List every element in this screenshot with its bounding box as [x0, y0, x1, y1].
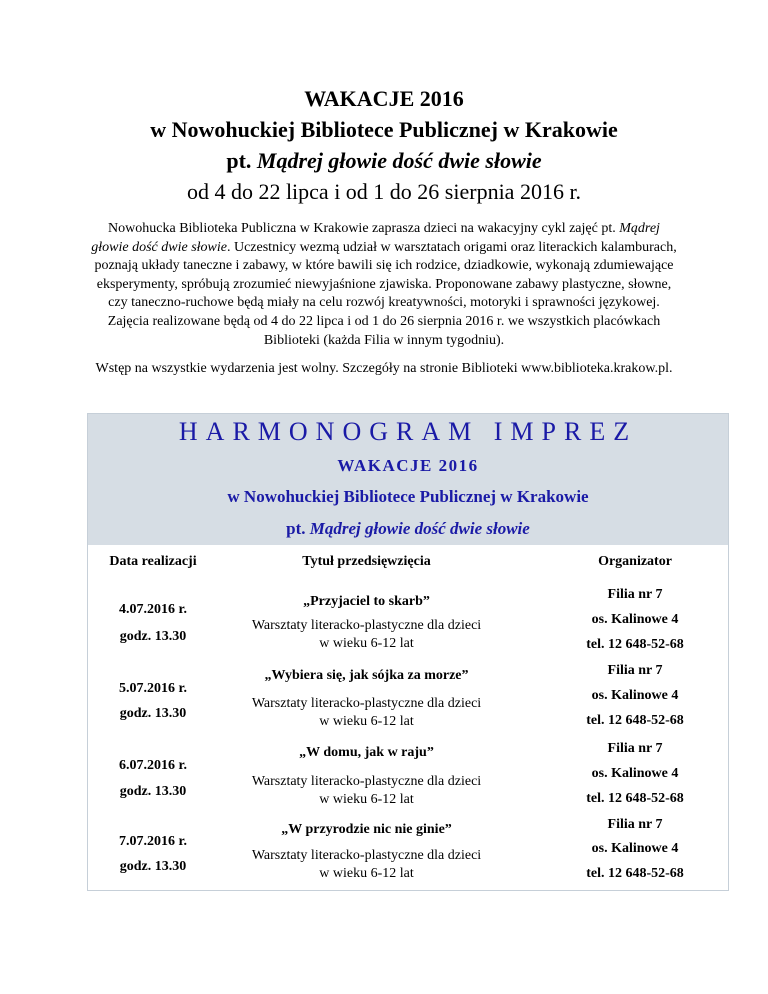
header-cycle-title	[0, 145, 768, 176]
header-dates: od 4 do 22 lipca i od 1 do 26 sierpnia 2016 r.	[186, 179, 582, 204]
row-event-name: „W domu, jak w raju”	[299, 745, 434, 760]
column-header-organizer: Organizator	[598, 554, 672, 569]
schedule-subtitle-cycle	[88, 518, 728, 540]
row-organizer-branch: Filia nr 7	[607, 663, 663, 678]
row-organizer-phone: tel. 12 648-52-68	[586, 637, 684, 652]
row-event-name: „Przyjaciel to skarb”	[303, 594, 430, 609]
intro-access-note: Wstęp na wszystkie wydarzenia jest wolny. Szczegóły na stronie Biblioteki www.biblioteka.krakow.pl.	[95, 361, 673, 377]
row-hour: godz. 13.30	[119, 859, 187, 874]
intro-paragraph	[88, 220, 680, 350]
row-organizer-branch: Filia nr 7	[607, 587, 663, 602]
intro-text	[88, 220, 680, 379]
schedule-cycle-name: Mądrej głowie dość dwie słowie	[309, 519, 530, 538]
row-date: 7.07.2016 r.	[119, 834, 187, 849]
column-header-title: Tytuł przedsięwzięcia	[302, 554, 431, 569]
row-organizer-branch: Filia nr 7	[607, 817, 663, 832]
row-event-name: „W przyrodzie nic nie ginie”	[281, 822, 452, 837]
row-organizer-address: os. Kalinowe 4	[591, 688, 679, 703]
row-event-desc-line1: Warsztaty literacko-plastyczne dla dzieci	[251, 774, 482, 789]
row-organizer-address: os. Kalinowe 4	[591, 841, 679, 856]
column-header-date: Data realizacji	[109, 554, 197, 569]
row-hour: godz. 13.30	[119, 784, 187, 799]
row-hour: godz. 13.30	[119, 629, 187, 644]
row-date: 4.07.2016 r.	[119, 602, 187, 617]
intro-part-a: Nowohucka Biblioteka Publiczna w Krakowie zaprasza dzieci na wakacyjny cykl zajęć pt.	[108, 221, 620, 236]
row-organizer-branch: Filia nr 7	[607, 741, 663, 756]
row-event-desc-line2: w wieku 6-12 lat	[319, 792, 414, 807]
schedule-header-band	[88, 414, 728, 545]
row-hour: godz. 13.30	[119, 706, 187, 721]
row-event-desc-line1: Warsztaty literacko-plastyczne dla dzieci	[251, 696, 482, 711]
document-header	[0, 83, 768, 207]
schedule-title: HARMONOGRAM IMPREZ	[178, 417, 638, 446]
row-event-desc-line1: Warsztaty literacko-plastyczne dla dzieci	[251, 848, 482, 863]
intro-cycle-name: Mądrej głowie dość dwie słowie	[91, 221, 660, 255]
row-event-desc-line1: Warsztaty literacko-plastyczne dla dzieci	[251, 618, 482, 633]
intro-part-b: . Uczestnicy wezmą udział w warsztatach origami oraz literackich kalamburach, poznają układy taneczne i zabawy, w które bawili się ich rodzice, dziadkowie, wykonają zdumiewające eksperymenty, spróbują zrozumieć niewyjaśnione zjawiska. Proponowane zabawy plastyczne, słowne, czy taneczno-ruchowe będą miały na celu rozwój kreatywności, motoryki i sprawności językowej. Zajęcia realizowane będą od 4 do 22 lipca i od 1 do 26 sierpnia 2016 r. we wszystkich placówkach Biblioteki (każda Filia w innym tygodniu).	[94, 239, 677, 348]
row-event-desc-line2: w wieku 6-12 lat	[319, 866, 414, 881]
header-library: w Nowohuckiej Bibliotece Publicznej w Krakowie	[150, 117, 618, 142]
header-cycle-prefix: pt.	[226, 148, 257, 173]
header-title: WAKACJE 2016	[304, 86, 464, 111]
row-organizer-phone: tel. 12 648-52-68	[586, 791, 684, 806]
row-event-desc-line2: w wieku 6-12 lat	[319, 636, 414, 651]
schedule-subtitle-year: WAKACJE 2016	[337, 456, 479, 475]
schedule-subtitle-library: w Nowohuckiej Bibliotece Publicznej w Krakowie	[227, 487, 589, 506]
row-organizer-address: os. Kalinowe 4	[591, 766, 679, 781]
row-organizer-phone: tel. 12 648-52-68	[586, 866, 684, 881]
row-date: 5.07.2016 r.	[119, 681, 187, 696]
row-organizer-address: os. Kalinowe 4	[591, 612, 679, 627]
row-date: 6.07.2016 r.	[119, 758, 187, 773]
row-event-desc-line2: w wieku 6-12 lat	[319, 714, 414, 729]
row-organizer-phone: tel. 12 648-52-68	[586, 713, 684, 728]
schedule-cycle-prefix: pt.	[286, 519, 310, 538]
header-cycle-name: Mądrej głowie dość dwie słowie	[256, 148, 542, 173]
row-event-name: „Wybiera się, jak sójka za morze”	[264, 668, 469, 683]
